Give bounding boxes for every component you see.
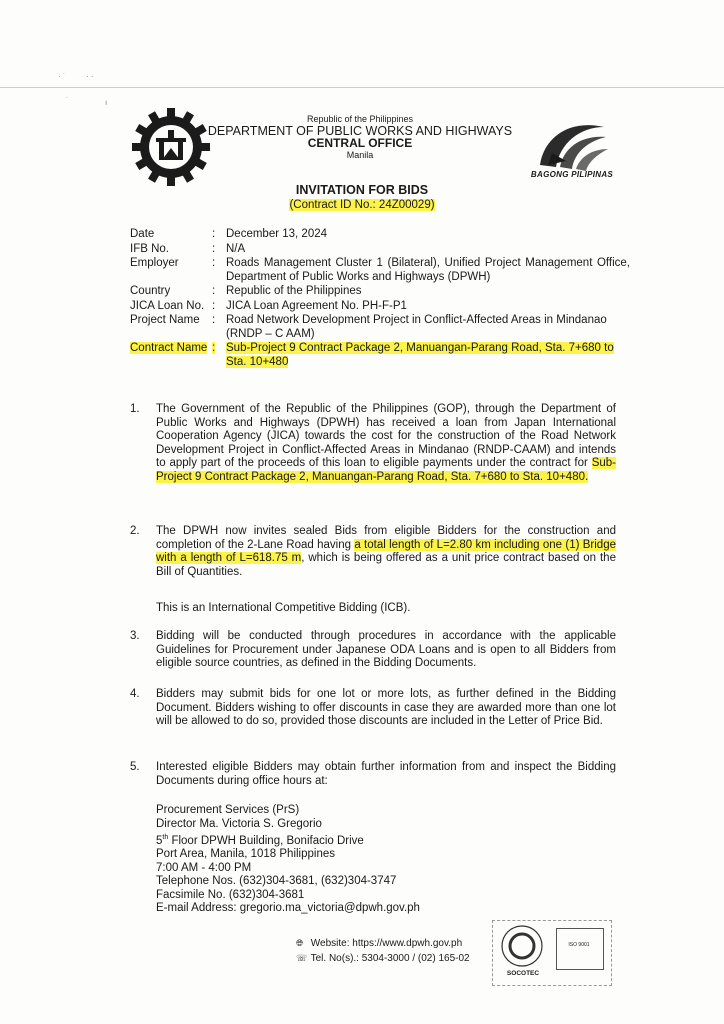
paragraph-number: 5. <box>130 761 140 773</box>
procurement-address <box>156 804 420 916</box>
scan-edge-line <box>0 87 724 88</box>
department-name: DEPARTMENT OF PUBLIC WORKS AND HIGHWAYS <box>207 124 513 138</box>
contract-id: (Contract ID No.: 24Z00029) <box>289 199 435 211</box>
scan-speck: ˙ <box>66 96 69 105</box>
paragraph-number: 4. <box>130 688 140 700</box>
paragraph-number: 3. <box>130 630 140 642</box>
detail-colon: : <box>212 299 216 312</box>
detail-colon: : <box>212 228 216 240</box>
republic-line: Republic of the Philippines <box>306 114 414 124</box>
highlighted-contract: Sub-Project 9 Contract Package 2, Manuangan-Parang Road, Sta. 7+680 to Sta. 10+480. <box>156 457 616 483</box>
bid-details <box>130 228 630 370</box>
detail-value <box>226 342 630 369</box>
iso-label: ISO 9001 <box>568 942 590 948</box>
detail-row-country <box>130 285 630 299</box>
paragraph-text: The DPWH now invites sealed Bids from eligible Bidders for the construction and completion of the 2-Lane Road having a total length of L=2.80 km including one (1) Bridge with a length of L=618.75 m, which is being offered as a unit price contract based on the Bill of Quantities. <box>156 525 616 578</box>
footer-tel: Tel. No(s).: 5304-3000 / (02) 165-02 <box>310 953 470 964</box>
detail-value: N/A <box>226 242 246 255</box>
paragraph-4 <box>130 688 616 729</box>
document-title: INVITATION FOR BIDS <box>295 183 429 197</box>
address-email[interactable]: E-mail Address: gregorio.ma_victoria@dpwh.gov.ph <box>156 902 420 915</box>
address-office: Procurement Services (PrS) <box>156 804 300 816</box>
globe-icon: 🌐︎ <box>296 938 304 948</box>
detail-label: Date <box>130 228 155 240</box>
phone-icon: ☏ <box>296 953 308 963</box>
detail-colon: : <box>212 314 216 326</box>
address-area: Port Area, Manila, 1018 Philippines <box>156 848 335 861</box>
paragraph-2 <box>130 525 616 579</box>
detail-colon: : <box>212 242 216 255</box>
socotec-seal-icon <box>500 924 544 968</box>
detail-colon: : <box>212 342 216 354</box>
certifier-name: SOCOTEC <box>506 970 540 977</box>
scan-speck: ı <box>105 98 108 107</box>
paragraph-number: 1. <box>130 403 140 415</box>
detail-row-contract-name <box>130 342 630 369</box>
contract-name-label: Contract Name <box>130 342 208 354</box>
paragraph-text: Interested eligible Bidders may obtain further information from and inspect the Bidding Documents during office hours at: <box>156 761 616 787</box>
office-city: Manila <box>346 150 374 160</box>
paragraph-text: Bidding will be conducted through procedures in accordance with the applicable Guidelines for Procurement under Japanese ODA Loans and is open to all Bidders from eligible source countries, as defined in the Bidding Documents. <box>156 630 616 669</box>
detail-row-date <box>130 228 630 242</box>
detail-row-project-name <box>130 314 630 341</box>
paragraph-3 <box>130 630 616 671</box>
detail-label <box>130 342 212 369</box>
detail-label: IFB No. <box>130 242 169 255</box>
detail-row-ifb <box>130 243 630 257</box>
detail-value: Road Network Development Project in Conflict-Affected Areas in Mindanao (RNDP – C AAM) <box>226 314 607 340</box>
address-floor: 5th Floor DPWH Building, Bonifacio Drive <box>156 834 364 847</box>
letterhead <box>180 113 540 161</box>
detail-value: December 13, 2024 <box>226 228 328 240</box>
icb-note: This is an International Competitive Bidding (ICB). <box>156 602 411 614</box>
footer-contact <box>296 936 470 966</box>
address-director: Director Ma. Victoria S. Gregorio <box>156 817 322 830</box>
scan-speck: · ˙ <box>58 72 66 81</box>
contract-name-value: Sub-Project 9 Contract Package 2, Manuangan-Parang Road, Sta. 7+680 to Sta. 10+480 <box>226 342 614 368</box>
detail-label: Project Name <box>130 314 200 326</box>
detail-label: Employer <box>130 257 179 269</box>
contract-id-line <box>0 199 724 211</box>
address-fax: Facsimile No. (632)304-3681 <box>156 888 305 901</box>
detail-row-jica-loan <box>130 300 630 314</box>
paragraph-5 <box>130 761 616 788</box>
detail-label: Country <box>130 285 171 297</box>
detail-colon: : <box>212 257 216 269</box>
paragraph-number: 2. <box>130 525 140 537</box>
address-hours: 7:00 AM - 4:00 PM <box>156 861 252 874</box>
highlighted-length: a total length of L=2.80 km including one (1) Bridge with a length of L=618.75 m <box>156 538 616 564</box>
iso-badge <box>556 928 604 970</box>
paragraph-1 <box>130 403 616 484</box>
detail-value: Roads Management Cluster 1 (Bilateral), Unified Project Management Office, Department of Public Works and Highways (DPWH) <box>226 257 630 283</box>
detail-row-employer <box>130 257 630 284</box>
address-telephone: Telephone Nos. (632)304-3681, (632)304-3747 <box>156 875 397 888</box>
detail-colon: : <box>212 285 216 297</box>
bagong-pilipinas-label: BAGONG PILIPINAS <box>530 170 614 179</box>
detail-label: JICA Loan No. <box>130 299 205 312</box>
paragraph-text: Bidders may submit bids for one lot or more lots, as further defined in the Bidding Document. Bidders wishing to offer discounts in case they are awarded more than one lot will be allowed to do so, provided those discounts are included in the Letter of Price Bid. <box>156 688 616 727</box>
office-name: CENTRAL OFFICE <box>307 136 413 150</box>
detail-value: Republic of the Philippines <box>226 285 362 297</box>
footer-website: Website: https://www.dpwh.gov.ph <box>310 938 463 949</box>
paragraph-text: The Government of the Republic of the Philippines (GOP), through the Department of Public Works and Highways (DPWH) has received a loan from Japan International Cooperation Agency (JICA) towards the cost for the construction of the Road Network Development Project in Conflict-Affected Areas in Mindanao (RNDP-CAAM) and intends to apply part of the proceeds of this loan to eligible payments under the contract for Sub-Project 9 Contract Package 2, Manuangan-Parang Road, Sta. 7+680 to Sta. 10+480. <box>156 403 616 483</box>
footer-tel-row <box>296 951 470 966</box>
footer-website-row[interactable] <box>296 936 470 951</box>
scan-speck: · · <box>86 72 94 81</box>
detail-value: JICA Loan Agreement No. PH-F-P1 <box>226 299 407 312</box>
